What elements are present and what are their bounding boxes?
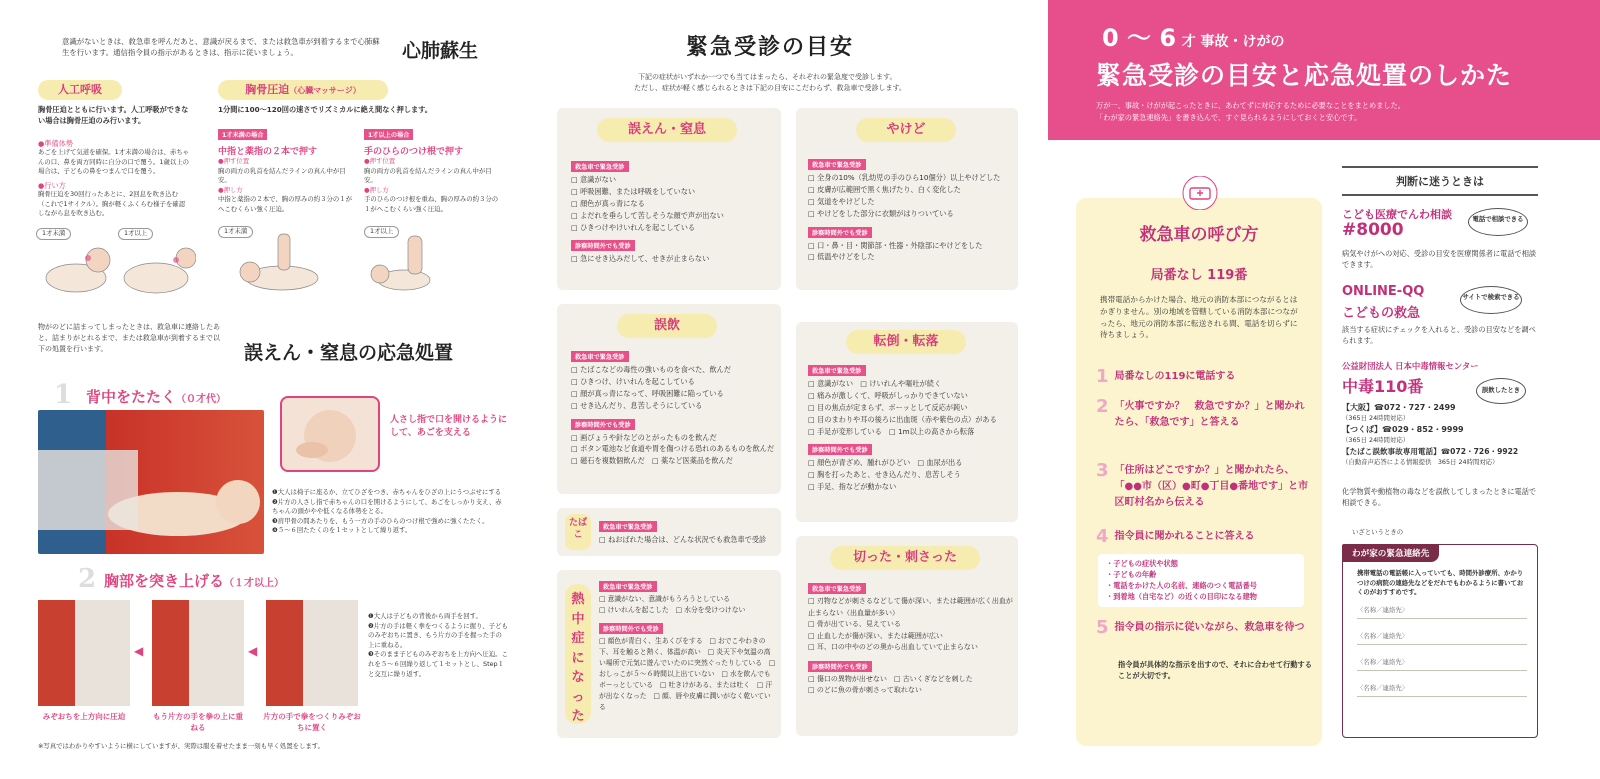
step-number: 4 [1096,526,1109,547]
breath-h2: ●行い方 [38,181,66,190]
compress-title [218,80,388,100]
compress-lead: 1分間に100〜120回の速さでリズミカルに絶え間なく押します。 [218,105,432,114]
kodomo-label: こども医療でんわ相談 [1342,208,1452,221]
poison-bubble: 誤飲したとき [1476,378,1526,404]
tag-ambulance: 救急車で緊急受診 [599,581,657,592]
check-item: □ 低温やけどをした [808,251,1014,263]
compress-b-title: 手のひらのつけ根で押す [364,147,464,157]
section-swallow-title: 誤飲 [617,314,717,338]
arrow-left-icon: ◀ [134,644,144,658]
check-item: □ 全身の10%（乳幼児の手のひら10個分）以上やけどした [808,172,1014,184]
check-item: □ 口・鼻・目・関節部・性器・外陰部にやけどをした [808,240,1014,252]
step2-notes [368,612,508,679]
compress-title-main: 胸骨圧迫 [245,83,290,96]
step1-inset-photo [280,396,380,472]
footnote: ※写真ではわかりやすいように横にしていますが、実際は服を着せたまま一刻も早く処置をします。 [38,742,325,750]
tag-offhours: 診察時間外でも受診 [808,444,872,455]
home-field[interactable]: 〈名称／連絡先〉 [1357,683,1527,697]
check-item: □ 痛みが激しくて、呼吸がしっかりできていない [808,390,1014,402]
poison-desc: 化学物質や動植物の毒などを誤飲してしまったときに電話で相談できる。 [1342,487,1537,508]
section-choke [557,108,781,290]
step-number: 2 [1096,396,1109,417]
step-text: 「火事ですか？ 救急ですか？」と聞かれたら、「救急です」と答える [1114,401,1305,428]
check-item: □ のどに魚の骨が刺さって取れない [808,685,1014,697]
step2-caption: みぞおちを上方向に圧迫 [42,712,126,721]
check-item: □ 胸を打ったあと、せき込んだり、息苦しそう [808,469,1014,481]
step-number: 5 [1096,616,1109,638]
poison-line: 【たばこ誤飲事故専用電話】☎072・726・9922 [1342,447,1519,456]
choke-title: 誤えん・窒息の応急処置 [244,342,454,364]
poison-line: （365日 24時間対応） [1342,414,1410,423]
check-item: □ ひきつけ、けいれんを起こしている [571,376,777,388]
tag-ambulance: 救急車で緊急受診 [599,521,657,532]
check-item: □ 急にせき込みだして、せきが止まらない [571,253,775,265]
check-item: □ 目のまわりや耳の後ろに出血斑（赤や紫色の点）がある [808,414,1014,426]
check-item: □ 意識がない □ けいれんや嘔吐が続く [808,378,1014,390]
compress-a-tag: 1才未満の場合 [218,129,267,140]
home-title: わが家の緊急連絡先 [1342,544,1439,562]
poison-label: 公益財団法人 日本中毒情報センター [1342,361,1479,371]
compress-a-t1: 胸の両方の乳首を結んだラインの真ん中が目安。 [218,166,346,185]
section-tobacco-title: たばこ [565,514,591,550]
step2-note: ❶大人は子どもの背後から両手を回す。 [368,612,482,620]
compress-tag-b: 1才以上 [364,226,399,238]
step1-title [86,386,226,407]
poison-line: 【つくば】☎029・852・9999 [1342,425,1464,434]
check-item: □ けいれんを起こした □ 水分を受けつけない [599,605,777,616]
poison-line: 【大阪】☎072・727・2499 [1342,403,1456,412]
compress-a-t2: 中指と薬指の２本で、胸の厚みの約３分の１がへこむくらい強く圧迫。 [218,195,353,214]
online-desc: 該当する症状にチェックを入れると、受診の目安などを調べられます。 [1342,325,1536,346]
section-swallow [557,304,781,494]
online-bubble: サイトで検索できる [1460,286,1522,314]
tag-offhours: 診察時間外でも受診 [571,419,635,430]
step2-title-main: 胸部を突き上げる [104,572,225,590]
step2-number: 2 [78,564,97,594]
compress-title-sub: （心臓マッサージ） [289,86,361,95]
home-contacts-box [1342,544,1538,738]
step2-age: （１才以上） [224,578,285,589]
compress-b-h1: ●押す位置 [364,157,396,165]
step-text: 局番なしの119に電話する [1114,371,1236,382]
step1-age: （０才代） [176,394,227,405]
section-choke-title: 誤えん・窒息 [597,118,737,142]
home-small: いざというときの [1352,528,1404,536]
check-item: □ よだれを垂らして苦しそうな顔で声が出ない [571,210,775,222]
call-steps [1096,366,1312,681]
compress-a-h1: ●押す位置 [218,157,250,165]
step2-photo-1 [38,600,130,706]
check-item: □ 手足が変形している □ 1m以上の高さから転落 [808,426,1014,438]
kodomo-bubble: 電話で相談できる [1468,208,1528,236]
step-number: 3 [1096,460,1109,481]
check-item: □ 磁石を複数個飲んだ □ 薬など医薬品を飲んだ [571,455,777,467]
step-number: 1 [1096,366,1109,387]
poison-lines [1342,402,1552,467]
check-item: □ 耳、口の中やのどの奥から出血していて止まらない [808,642,1014,654]
kodomo-desc: 病気やけがへの対応、受診の目安を医療関係者に電話で相談できます。 [1342,249,1537,270]
home-field[interactable]: 〈名称／連絡先〉 [1357,605,1527,619]
compress-a-title: 中指と薬指の２本で押す [218,147,318,157]
tag-offhours: 診察時間外でも受診 [808,661,872,672]
choke-intro: 物がのどに詰まってしまったときは、救急車に連絡したあと、詰まりがとれるまで、または救急車が到着するまで以下の処置を行います。 [38,323,220,353]
check-item: □ ねおばれた場合は、どんな状況でも救急車で受診 [599,534,779,546]
step2-note: ❸そのまま子どものみぞおちを上方向へ圧迫。これを５〜６回繰り返して１セットとし、Step１と交互に繰り返す。 [368,650,508,678]
hero-banner [1048,0,1600,140]
finger-mouth-photo [282,398,380,472]
section-burn-title: やけど [856,118,956,142]
step4-item: ・到着地（自宅など）の近くの目印になる建物 [1106,592,1257,602]
ambulance-title: 救急車の呼び方 [1139,225,1259,245]
step1-note: ❷片方の人さし指で赤ちゃんの口を開けるようにして、あごをしっかり支え、赤ちゃんの頭がやや低くなる体勢をとる。 [272,497,502,516]
step2-caption: もう片方の手を拳の上に重ねる [153,712,243,732]
check-item: □ 顔が真っ青になって、呼吸困難に陥っている [571,388,777,400]
check-item: □ 意識がない、意識がもうろうとしている [599,594,777,605]
step1-notes [272,488,502,536]
step1-number: 1 [54,380,73,410]
guide-intro-2: ただし、症状が軽く感じられるときは下記の目安にこだわらず、救急車で受診します。 [634,84,906,92]
section-heat-title: 熱中症になった [565,584,591,724]
step-text: 指令員の指示に従いながら、救急車を待つ [1114,621,1305,633]
check-item: □ やけどをした部分に衣類がはりついている [808,208,1014,220]
poison-line: （365日 24時間対応） [1342,436,1410,445]
breath-title: 人工呼吸 [38,80,122,100]
home-field[interactable]: 〈名称／連絡先〉 [1357,631,1527,645]
check-item: □ 手足、指などが動かない [808,481,1014,493]
section-cut [796,536,1018,736]
check-item: □ 刃物などが刺さるなどして傷が深い、または範囲が広く出血が止まらない（出血量が多い） [808,596,1014,619]
poison-line: （自動音声応答による情報提供 365日 24時間対応） [1342,457,1499,466]
hero-age: 0 〜 6 [1102,24,1177,52]
guide-title: 緊急受診の目安 [686,35,855,60]
step-text: 指令員に聞かれることに答える [1114,531,1255,542]
step4-item: ・子どもの年齢 [1106,570,1157,580]
step2-caption: 片方の手で拳をつくりみぞおちに置く [263,712,361,732]
check-item: □ 顔色が真っ青になる [571,198,775,210]
tag-ambulance: 救急車で緊急受診 [808,583,866,594]
check-item: □ 皮膚が広範囲で黒く焦げたり、白く変化した [808,184,1014,196]
step1-note: ❹５〜６回たたくのを１セットとして繰り返す。 [272,526,412,535]
tag-offhours: 診察時間外でも受診 [808,227,872,238]
check-item: □ 顔色が青ざめ、腫れがひどい □ 血尿が出る [808,457,1014,469]
ambulance-desc: 携帯電話からかけた場合、地元の消防本部につながるとはかぎりません。別の地域を管轄している消防本部につながったら、地元の消防本部に転送される間、電話を切らずに待ちましょう。 [1100,295,1298,340]
step4-item: ・子どもの症状や状態 [1106,559,1178,568]
section-cut-title: 切った・刺さった [830,546,980,570]
check-item: □ 気道をやけどした [808,196,1014,208]
section-tobacco [557,508,781,556]
tag-ambulance: 救急車で緊急受診 [571,161,629,172]
check-item: □ 傷口の異物が出せない □ 古いくぎなどを刺した [808,674,1014,686]
step1-note: ❶大人は椅子に座るか、立てひざをつき、赤ちゃんをひざの上にうつぶせにする [272,488,502,496]
cpr-intro: 意識がないときは、救急車を呼んだあと、意識が戻るまで、または救急車が到着するまで心肺蘇生を行います。通信指令員の指示があるときは、指示に従いましょう。 [62,37,380,58]
check-item: □ 目の焦点が定まらず、ボーッとして反応が鈍い [808,402,1014,414]
breath-t2: 胸骨圧迫を30回行ったあとに、2回息を吹き込む（これで1サイクル）。胸が軽くふくらむ様子を確認しながら息を吹き込む。 [38,190,186,218]
step2-photo-2 [152,600,244,706]
section-fall-title: 転倒・転落 [846,330,966,354]
breath-h1: ●準備体勢 [38,139,74,148]
arrow-left-icon: ◀ [248,644,258,658]
hero-title: 緊急受診の目安と応急処置のしかた [1096,61,1513,90]
compress-b-h2: ●押し方 [364,185,389,194]
online-label: ONLINE-QQ [1342,284,1425,299]
kodomo-number: #8000 [1342,220,1404,240]
poison-title: 中毒110番 [1342,377,1424,396]
check-item: □ 意識がない [571,174,775,186]
hero-desc-1: 万が一、事故・けがが起こったときに、あわてずに対応するために必要なことをまとめました。 [1096,101,1405,110]
section-heat [557,570,781,738]
tag-offhours: 診察時間外でも受診 [571,240,635,251]
step1-callout: 人さし指で口を開けるようにして、あごを支える [390,415,508,439]
breath-illustration [36,238,196,300]
check-item: □ 顔色が青白く、生あくびをする □ おでこやわきの下、耳を触ると熱く、体温が高い □ 炎天下や気温の高い場所で元気に遊んでいたのに突然ぐったりしている □ おしっこが５〜６時間以上出ていない □ 水を飲んでもボーっとしている □ 吐きけがある、または吐く □ 汗が出なくなった □ 顔、唇や皮膚に潤いがなく乾いている [599,636,777,712]
step4-list [1098,554,1304,607]
step1-photo [38,410,264,554]
check-item: □ 止血したが傷が深い、または範囲が広い [808,631,1014,643]
step4-item: ・電話をかけた人の名前、連絡のつく電話番号 [1106,581,1257,591]
step1-title-main: 背中をたたく [86,388,177,406]
baby-on-lap-photo [38,410,264,554]
online-label-2: こどもの救急 [1342,306,1421,321]
breath-tag-a: 1才未満 [36,228,71,240]
check-item: □ たばこなどの毒性の強いものを食べた、飲んだ [571,364,777,376]
ambulance-subtitle: 局番なし 119番 [1150,268,1248,283]
step2-photo-3 [266,600,358,706]
compress-b-tag: 1才以上の場合 [364,129,413,140]
step2-title [104,570,284,591]
check-item: □ せき込んだり、息苦しそうにしている [571,400,777,412]
breath-t1: あごを上げて気道を確保。1才未満の場合は、赤ちゃんの口、鼻を両方同時に自分の口で覆う。1歳以上の場合は、子どもの鼻をつまんで口を覆う。 [38,148,190,176]
cpr-title: 心肺蘇生 [402,40,479,62]
compress-tag-a: 1才未満 [218,226,253,238]
hero-desc-2: 「わが家の緊急連絡先」を書き込んで、すぐ見られるようにしておくと安心です。 [1096,113,1362,122]
compress-b-t2: 手のひらのつけ根を重ね、胸の厚みの約３分の１がへこむくらい強く圧迫。 [364,195,499,214]
step-text: 「住所はどこですか？」と聞かれたら、「●●市（区）●町●丁目●番地です」と市区町村名から伝える [1114,465,1309,508]
check-item: □ 画びょうや針などのとがったものを飲んだ [571,432,777,444]
section-burn [796,108,1018,290]
tag-ambulance: 救急車で緊急受診 [808,365,866,376]
compress-illustration [232,226,432,296]
compress-a-h2: ●押し方 [218,185,243,194]
breath-tag-b: 1才以上 [118,228,153,240]
tag-ambulance: 救急車で緊急受診 [808,159,866,170]
check-item: □ 骨が出ている、見えている [808,619,1014,631]
unsure-header: 判断に迷うときは [1342,166,1538,196]
step2-note: ❷片方の手は軽く拳をつくるように握り、子どものみぞおちに置き、もう片方の手を握った手の上に重ねる。 [368,621,508,649]
section-fall [796,322,1018,522]
step5-desc: 指令員が具体的な指示を出すので、それに合わせて行動することが大切です。 [1118,659,1312,680]
breath-lead: 胸骨圧迫とともに行います。人工呼吸ができない場合は胸骨圧迫のみ行います。 [38,105,189,126]
guide-intro-1: 下記の症状がいずれか一つでも当てはまったら、それぞれの緊急度で受診します。 [638,73,897,81]
compress-b-t1: 胸の両方の乳首を結んだラインの真ん中が目安。 [364,166,492,185]
tag-ambulance: 救急車で緊急受診 [571,351,629,362]
check-item: □ ひきつけやけいれんを起こしている [571,222,775,234]
hero-age-suffix: 才 事故・けがの [1181,34,1285,50]
step1-note: ❸肩甲骨の間あたりを、もう一方の手のひらのつけ根で強めに強くたたく。 [272,516,489,525]
ambulance-icon [1180,176,1220,210]
check-item: □ ボタン電池など食道や胃を傷つける恐れのあるものを飲んだ [571,443,777,455]
home-desc: 携帯電話の電話帳に入っていても、時間外診療所、かかりつけの病院の連絡先などをだれでもわかるように書いておくのがおすすめです。 [1357,569,1524,597]
tag-offhours: 診察時間外でも受診 [599,623,663,634]
check-item: □ 呼吸困難、または呼吸をしていない [571,186,775,198]
home-field[interactable]: 〈名称／連絡先〉 [1357,657,1527,671]
